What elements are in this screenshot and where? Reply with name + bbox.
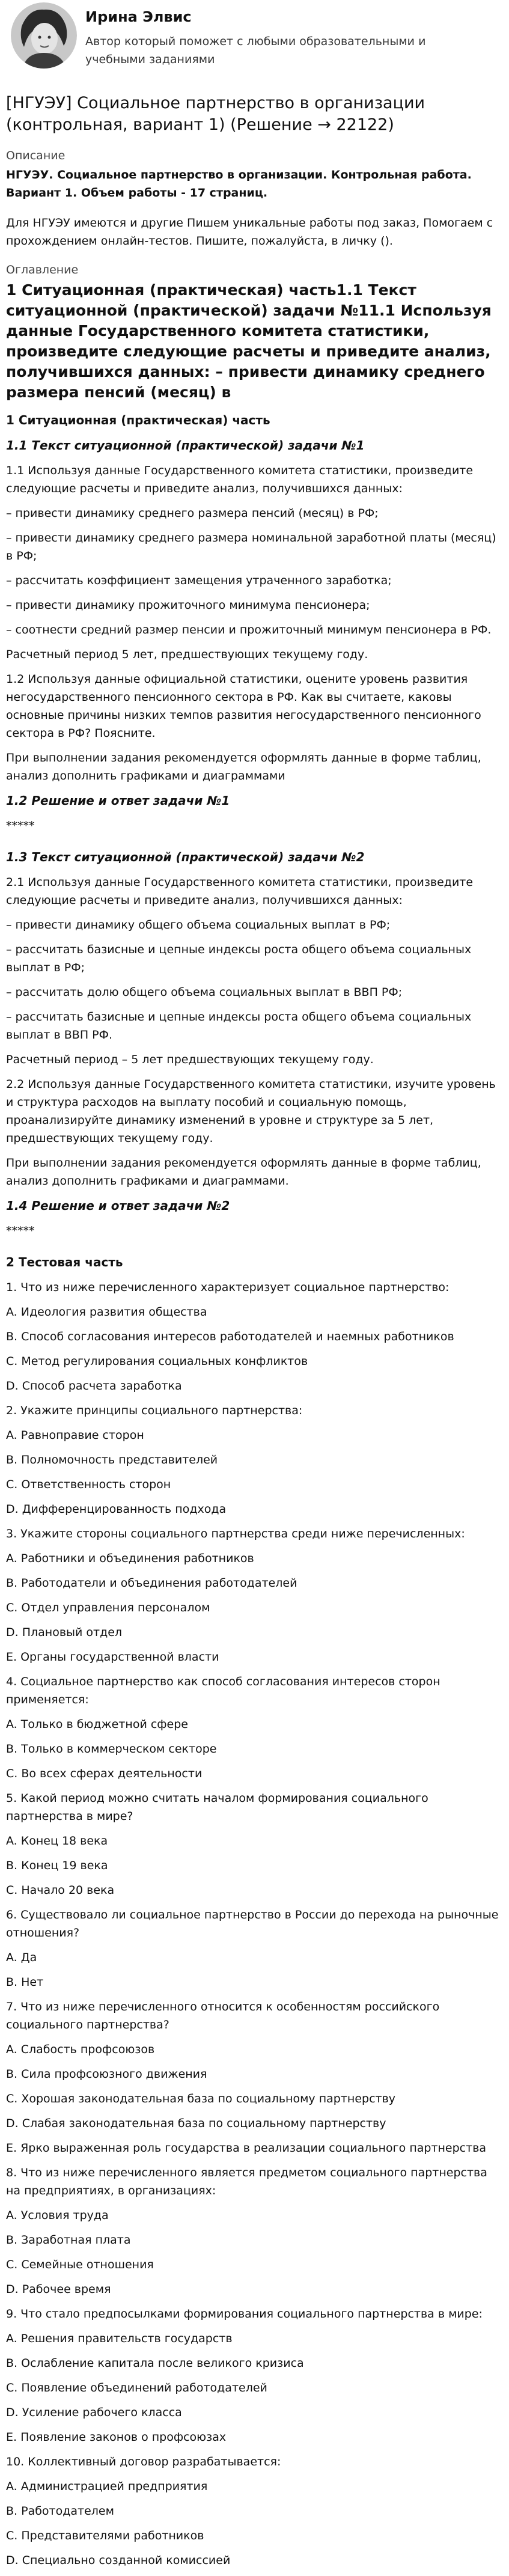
test-line: 1. Что из ниже перечисленного характеризует социальное партнерство:: [6, 1281, 450, 1294]
test-line: D. Способ расчета заработка: [6, 1379, 182, 1393]
test-line: B. Работодатели и объединения работодателей: [6, 1576, 297, 1590]
task-1-recommendation: При выполнении задания рекомендуется оформлять данные в форме таблиц, анализ дополнить графиками и диаграммами: [6, 751, 481, 783]
test-line: A. Администрацией предприятия: [6, 2480, 208, 2493]
task-1-period: Расчетный период 5 лет, предшествующих текущему году.: [6, 648, 368, 661]
test-line: D. Специально созданной комиссией: [6, 2554, 231, 2567]
test-line: D. Усиление рабочего класса: [6, 2406, 182, 2419]
test-line: B. Только в коммерческом секторе: [6, 1742, 217, 1756]
test-line: C. Хорошая законодательная база по социальному партнерству: [6, 2092, 396, 2105]
test-line: A. Только в бюджетной сфере: [6, 1718, 188, 1731]
section-1-3-heading: 1.3 Текст ситуационной (практической) задачи №2: [6, 850, 365, 864]
section-1-4-heading: 1.4 Решение и ответ задачи №2: [6, 1198, 230, 1213]
test-line: C. Отдел управления персоналом: [6, 1601, 210, 1614]
task-1-item: – привести динамику среднего размера номинальной заработной платы (месяц) в РФ;: [6, 531, 496, 563]
test-line: A. Слабость профсоюзов: [6, 2043, 155, 2056]
test-line: A. Условия труда: [6, 2209, 109, 2222]
test-line: 3. Укажите стороны социального партнерства среди ниже перечисленных:: [6, 1527, 465, 1540]
description-bold: НГУЭУ. Социальное партнерство в организации. Контрольная работа. Вариант 1. Объем работы - 17 страниц.: [6, 168, 472, 200]
section-2-heading: 2 Тестовая часть: [6, 1255, 123, 1269]
test-line: E. Органы государственной власти: [6, 1650, 219, 1664]
task-1-paragraph-2: 1.2 Используя данные официальной статистики, оцените уровень развития негосударственного пенсионного сектора в РФ. Как вы считаете, каковы основные причины низких темпов развития негосударственного пенсионного сектора в РФ? Поясните.: [6, 673, 481, 740]
task-2-paragraph-2: 2.2 Используя данные Государственного комитета статистики, изучите уровень и структура расходов на выплату пособий и социальную помощь, проанализируйте динамику изменений в уровне и структуре за 5 лет, предшествующих текущему году.: [6, 1078, 496, 1145]
toc-label: Оглавление: [6, 263, 79, 276]
test-line: B. Ослабление капитала после великого кризиса: [6, 2357, 304, 2370]
test-line: A. Равноправие сторон: [6, 1429, 144, 1442]
test-line: B. Сила профсоюзного движения: [6, 2068, 207, 2081]
author-avatar[interactable]: [11, 2, 77, 69]
task-1-item: – соотнести средний размер пенсии и прожиточный минимум пенсионера в РФ.: [6, 623, 492, 636]
test-line: D. Дифференцированность подхода: [6, 1503, 227, 1516]
author-header: [6, 0, 503, 76]
author-description: Автор который поможет с любыми образовательными и учебными заданиями: [85, 35, 426, 66]
work-title: [НГУЭУ] Социальное партнерство в организации (контрольная, вариант 1) (Решение → 22122): [6, 94, 425, 134]
test-line: D. Слабая законодательная база по социальному партнерству: [6, 2117, 386, 2130]
test-line: B. Полномочность представителей: [6, 1453, 218, 1467]
test-line: 10. Коллективный договор разрабатывается:: [6, 2455, 281, 2468]
section-1-1-heading: 1.1 Текст ситуационной (практической) задачи №1: [6, 438, 365, 453]
task-1-paragraph: 1.1 Используя данные Государственного комитета статистики, произведите следующие расчеты и приведите анализ, получившихся данных:: [6, 464, 474, 495]
test-line: E. Появление законов о профсоюзах: [6, 2431, 227, 2444]
test-line: A. Работники и объединения работников: [6, 1552, 254, 1565]
task-2-paragraph: 2.1 Используя данные Государственного комитета статистики, произведите следующие расчеты и приведите анализ, получившихся данных:: [6, 876, 474, 907]
test-line: 9. Что стало предпосылками формирования социального партнерства в мире:: [6, 2307, 483, 2321]
section-1-2-heading: 1.2 Решение и ответ задачи №1: [6, 793, 230, 808]
toc-text: 1 Ситуационная (практическая) часть1.1 Текст ситуационной (практической) задачи №11.1 Используя данные Государственного комитета статистики, произведите следующие расчеты и приведите анализ, получившихся данных: – привести динамику среднего размера пенсий (месяц) в: [6, 281, 492, 401]
test-questions: [6, 1278, 503, 2569]
test-line: 6. Существовало ли социальное партнерство в России до перехода на рыночные отношения?: [6, 1908, 499, 1940]
test-line: C. Во всех сферах деятельности: [6, 1767, 203, 1780]
test-line: A. Конец 18 века: [6, 1834, 108, 1848]
test-line: D. Плановый отдел: [6, 1626, 123, 1639]
test-line: 5. Какой период можно считать началом формирования социального партнерства в мире?: [6, 1792, 428, 1823]
test-line: C. Появление объединений работодателей: [6, 2381, 267, 2394]
author-name[interactable]: Ирина Элвис: [85, 8, 192, 25]
test-line: C. Ответственность сторон: [6, 1478, 171, 1491]
task-2-item: – привести динамику общего объема социальных выплат в РФ;: [6, 918, 391, 932]
description-label: Описание: [6, 149, 66, 162]
test-line: A. Решения правительств государств: [6, 2332, 233, 2345]
test-line: B. Работодателем: [6, 2504, 114, 2518]
test-line: 7. Что из ниже перечисленного относится к особенностям российского социального партнерства?: [6, 2000, 440, 2031]
test-line: E. Ярко выраженная роль государства в реализации социального партнерства: [6, 2141, 487, 2155]
test-line: C. Метод регулирования социальных конфликтов: [6, 1355, 308, 1368]
author-info: [85, 2, 458, 69]
test-line: 4. Социальное партнерство как способ согласования интересов сторон применяется:: [6, 1675, 440, 1706]
test-line: D. Рабочее время: [6, 2283, 111, 2296]
task-2-item: – рассчитать долю общего объема социальных выплат в ВВП РФ;: [6, 986, 403, 999]
task-2-recommendation: При выполнении задания рекомендуется оформлять данные в форме таблиц, анализ дополнить графиками и диаграммами.: [6, 1156, 481, 1188]
test-line: 8. Что из ниже перечисленного является предметом социального партнерства на предприятиях, в организациях:: [6, 2166, 487, 2197]
test-line: C. Начало 20 века: [6, 1884, 115, 1897]
test-line: C. Семейные отношения: [6, 2258, 154, 2271]
test-line: A. Да: [6, 1951, 37, 1964]
test-line: B. Заработная плата: [6, 2233, 131, 2247]
test-line: B. Конец 19 века: [6, 1859, 108, 1872]
description-note: Для НГУЭУ имеются и другие Пишем уникальные работы под заказ, Помогаем с прохождением онлайн-тестов. Пишите, пожалуйста, в личку ().: [6, 216, 493, 248]
hidden-solution-2: *****: [6, 1224, 35, 1238]
test-line: C. Представителями работников: [6, 2529, 204, 2542]
task-2-period: Расчетный период – 5 лет предшествующих текущему году.: [6, 1053, 374, 1066]
task-2-item: – рассчитать базисные и цепные индексы роста общего объема социальных выплат в РФ;: [6, 943, 472, 974]
section-1-heading: 1 Ситуационная (практическая) часть: [6, 413, 270, 427]
task-1-item: – рассчитать коэффициент замещения утраченного заработка;: [6, 574, 392, 587]
task-1-item: – привести динамику прожиточного минимума пенсионера;: [6, 599, 370, 612]
test-line: B. Способ согласования интересов работодателей и наемных работников: [6, 1330, 454, 1343]
task-2-item: – рассчитать базисные и цепные индексы роста общего объема социальных выплат в ВВП РФ.: [6, 1010, 472, 1042]
hidden-solution-1: *****: [6, 819, 35, 832]
test-line: B. Нет: [6, 1976, 44, 1989]
test-line: A. Идеология развития общества: [6, 1305, 207, 1319]
test-line: 2. Укажите принципы социального партнерства:: [6, 1404, 303, 1417]
task-1-item: – привести динамику среднего размера пенсий (месяц) в РФ;: [6, 507, 379, 520]
